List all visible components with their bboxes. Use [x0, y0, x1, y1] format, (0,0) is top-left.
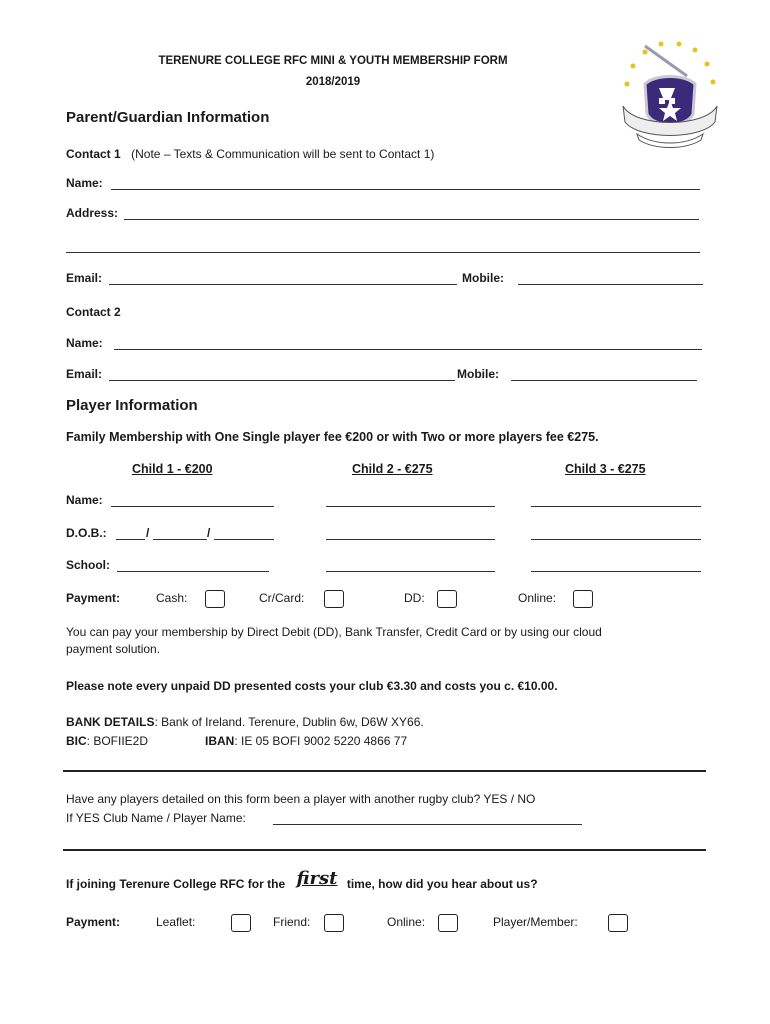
contact2-mobile-label: Mobile: — [457, 367, 499, 381]
child3-header: Child 3 - €275 — [565, 462, 646, 476]
contact2-name-label: Name: — [66, 336, 103, 350]
name-field[interactable] — [111, 189, 700, 190]
form-title: TERENURE COLLEGE RFC MINI & YOUTH MEMBERSHIP FORM — [158, 55, 508, 67]
payment-label: Payment: — [66, 591, 121, 605]
bic-label: BIC — [66, 734, 87, 748]
child1-dob-day[interactable] — [116, 539, 145, 540]
contact1-row — [66, 145, 434, 163]
iban-value: : IE 05 BOFI 9002 5220 4866 77 — [234, 734, 408, 748]
friend-label: Friend: — [273, 915, 311, 929]
club-crest-logo — [615, 36, 725, 154]
online-checkbox[interactable] — [573, 590, 593, 608]
email-field[interactable] — [109, 284, 457, 285]
online-label: Online: — [518, 591, 557, 605]
bank-details-value: : Bank of Ireland. Terenure, Dublin 6w, D6W XY66. — [154, 715, 424, 729]
cash-label: Cash: — [156, 591, 188, 605]
parent-guardian-heading: Parent/Guardian Information — [66, 109, 270, 126]
mobile-field[interactable] — [518, 284, 703, 285]
child3-school-field[interactable] — [531, 571, 701, 572]
name-label: Name: — [66, 176, 103, 190]
iban-label: IBAN — [205, 734, 235, 748]
leaflet-checkbox[interactable] — [231, 914, 251, 932]
form-year: 2018/2019 — [305, 76, 361, 88]
address-label: Address: — [66, 206, 119, 220]
contact2-label: Contact 2 — [66, 305, 121, 319]
dd-charge-note: Please note every unpaid DD presented costs your club €3.30 and costs you c. €10.00. — [66, 679, 558, 693]
bank-details-label: BANK DETAILS — [66, 715, 155, 729]
crcard-label: Cr/Card: — [259, 591, 305, 605]
address-field[interactable] — [124, 219, 699, 220]
child2-dob-field[interactable] — [326, 539, 495, 540]
child2-header: Child 2 - €275 — [352, 462, 433, 476]
dob-slash: / — [146, 526, 150, 540]
child1-school-field[interactable] — [117, 571, 269, 572]
contact2-mobile-field[interactable] — [511, 380, 697, 381]
child2-school-field[interactable] — [326, 571, 495, 572]
leaflet-label: Leaflet: — [156, 915, 196, 929]
club-name-field[interactable] — [273, 824, 582, 825]
dd-checkbox[interactable] — [437, 590, 457, 608]
child-name-label: Name: — [66, 493, 103, 507]
dd-label: DD: — [404, 591, 425, 605]
contact1-label: Contact 1 — [66, 147, 121, 161]
child3-name-field[interactable] — [531, 506, 701, 507]
bank-details — [66, 715, 424, 729]
friend-checkbox[interactable] — [324, 914, 344, 932]
player-member-label: Player/Member: — [493, 915, 578, 929]
player-info-heading: Player Information — [66, 397, 198, 414]
contact2-email-label: Email: — [66, 367, 103, 381]
address-field-line2[interactable] — [66, 252, 700, 253]
other-club-question: Have any players detailed on this form been a player with another rugby club? YES / NO — [66, 792, 536, 806]
child1-header: Child 1 - €200 — [132, 462, 213, 476]
bic-value: : BOFIIE2D — [86, 734, 149, 748]
crcard-checkbox[interactable] — [324, 590, 344, 608]
cash-checkbox[interactable] — [205, 590, 225, 608]
email-label: Email: — [66, 271, 103, 285]
child1-dob-month[interactable] — [153, 539, 207, 540]
contact2-email-field[interactable] — [109, 380, 455, 381]
hear-about-prefix: If joining Terenure College RFC for the — [66, 877, 286, 891]
hear-about-question — [66, 868, 538, 893]
dob-slash: / — [207, 526, 211, 540]
fee-note: Family Membership with One Single player fee €200 or with Two or more players fee €275. — [66, 430, 599, 444]
contact2-name-field[interactable] — [114, 349, 702, 350]
bic-row — [66, 734, 148, 748]
contact1-note: (Note – Texts & Communication will be sent to Contact 1) — [131, 147, 435, 161]
school-label: School: — [66, 558, 110, 572]
club-name-label: If YES Club Name / Player Name: — [66, 811, 246, 825]
hear-online-label: Online: — [387, 915, 426, 929]
mobile-label: Mobile: — [462, 271, 504, 285]
child1-name-field[interactable] — [111, 506, 274, 507]
payment-info-line2: payment solution. — [66, 642, 161, 656]
hear-about-suffix: time, how did you hear about us? — [346, 877, 538, 891]
section-divider — [63, 849, 706, 851]
dob-label: D.O.B.: — [66, 526, 107, 540]
player-member-checkbox[interactable] — [608, 914, 628, 932]
iban-row — [205, 734, 407, 748]
child3-dob-field[interactable] — [531, 539, 701, 540]
hear-payment-label: Payment: — [66, 915, 121, 929]
child2-name-field[interactable] — [326, 506, 495, 507]
hear-online-checkbox[interactable] — [438, 914, 458, 932]
payment-info-line1: You can pay your membership by Direct Debit (DD), Bank Transfer, Credit Card or by using our cloud — [66, 625, 602, 639]
section-divider — [63, 770, 706, 772]
child1-dob-year[interactable] — [214, 539, 274, 540]
first-emphasis: first — [296, 868, 338, 889]
